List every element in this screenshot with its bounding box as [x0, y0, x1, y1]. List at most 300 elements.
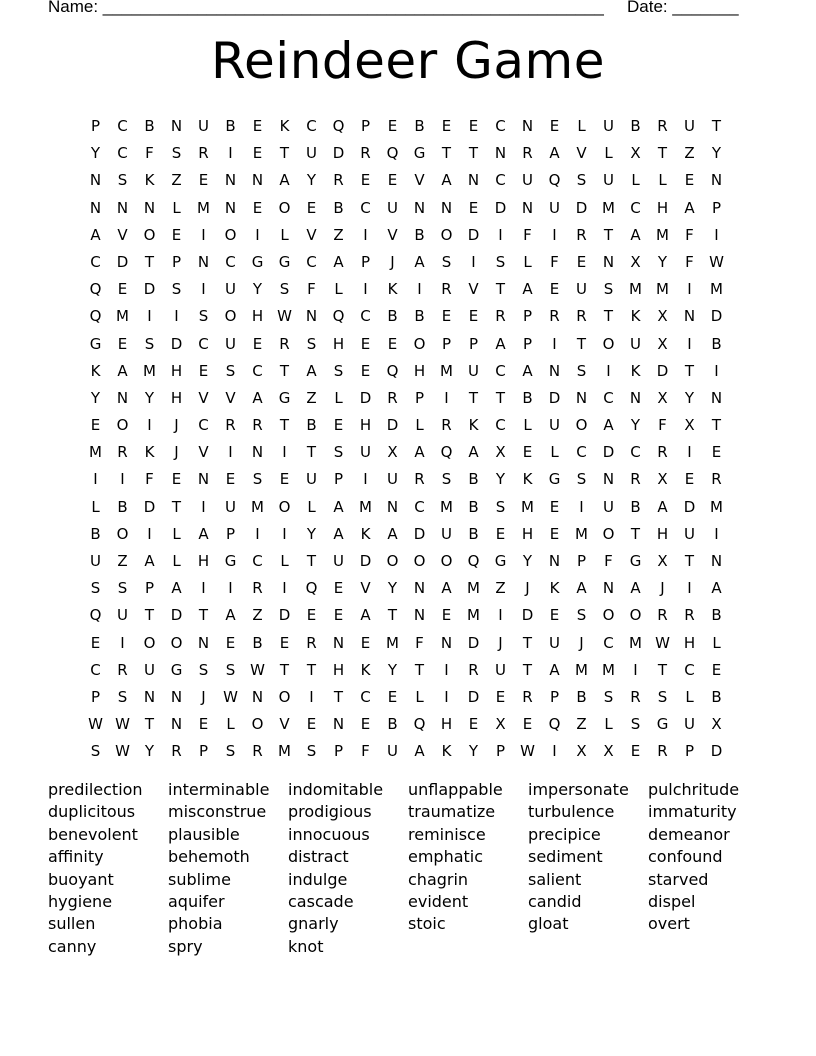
grid-letter: N [602, 470, 615, 489]
grid-letter: U [630, 334, 641, 353]
grid-letter: S [171, 280, 182, 299]
grid-letter: B [468, 497, 479, 516]
grid-letter: O [143, 633, 156, 652]
word-list-item: distract [288, 847, 349, 867]
word-list [48, 779, 768, 958]
grid-letter: M [467, 606, 480, 625]
grid-letter: N [224, 198, 237, 217]
grid-letter: B [333, 198, 344, 217]
grid-letter: Q [305, 579, 318, 598]
grid-letter: A [333, 497, 344, 516]
grid-letter: M [575, 524, 588, 543]
grid-letter: B [468, 524, 479, 543]
grid-letter: T [306, 443, 317, 462]
grid-letter: C [360, 198, 371, 217]
grid-letter: T [198, 606, 209, 625]
word-list-item: duplicitous [48, 802, 136, 822]
grid-letter: Y [90, 388, 101, 407]
grid-letter: D [143, 280, 156, 299]
word-list-item: chagrin [408, 869, 469, 889]
grid-letter: B [576, 687, 587, 706]
grid-letter: T [171, 497, 182, 516]
grid-letter: M [656, 280, 669, 299]
grid-letter: L [172, 552, 181, 570]
word-list-item: indomitable [288, 780, 384, 799]
grid-letter: H [170, 388, 183, 407]
grid-letter: U [387, 198, 398, 217]
grid-letter: A [549, 660, 560, 679]
grid-letter: V [279, 715, 290, 734]
grid-letter: J [498, 633, 503, 652]
grid-letter: M [602, 198, 615, 217]
word-list-item: emphatic [408, 847, 484, 867]
grid-letter: F [307, 280, 316, 299]
grid-letter: A [198, 524, 209, 543]
grid-letter: C [495, 117, 506, 135]
word-list-column [528, 779, 648, 958]
word-list-item: aquifer [168, 891, 225, 911]
grid-letter: Y [657, 252, 668, 271]
grid-letter: F [685, 225, 694, 244]
grid-letter: K [279, 117, 290, 135]
grid-letter: Q [548, 715, 561, 734]
grid-letter: R [441, 416, 452, 435]
grid-letter: G [89, 334, 102, 353]
grid-letter: C [252, 361, 263, 380]
grid-letter: Y [144, 388, 155, 407]
grid-letter: A [414, 742, 425, 761]
grid-letter: P [711, 198, 722, 217]
grid-letter: Z [117, 552, 128, 570]
grid-letter: Q [89, 606, 102, 625]
grid-letter: I [228, 144, 233, 163]
word-list-item: impersonate [528, 780, 629, 799]
grid-letter: C [495, 171, 506, 190]
grid-letter: M [629, 280, 642, 299]
grid-letter: I [498, 225, 503, 244]
grid-letter: C [495, 416, 506, 435]
grid-letter: B [414, 307, 425, 326]
grid-letter: S [306, 334, 317, 353]
grid-letter: I [552, 225, 557, 244]
grid-letter: A [117, 361, 128, 380]
grid-letter: R [522, 687, 533, 706]
grid-letter: O [602, 606, 615, 625]
grid-letter: E [252, 334, 263, 353]
grid-letter: D [710, 742, 723, 761]
grid-letter: A [414, 252, 425, 271]
grid-letter: D [467, 633, 480, 652]
grid-letter: N [413, 579, 426, 598]
grid-letter: N [467, 171, 480, 190]
grid-letter: S [252, 470, 263, 489]
grid-letter: R [252, 742, 263, 761]
word-list-item: confound [648, 847, 723, 867]
grid-letter: F [415, 633, 424, 652]
grid-letter: D [332, 144, 345, 163]
grid-letter: Q [332, 117, 345, 135]
grid-letter: A [495, 334, 506, 353]
grid-letter: E [333, 416, 344, 435]
grid-letter: N [332, 633, 345, 652]
grid-letter: C [306, 252, 317, 271]
grid-letter: Z [495, 579, 506, 598]
grid-letter: R [333, 171, 344, 190]
grid-row [82, 466, 732, 493]
grid-letter: I [363, 225, 368, 244]
grid-letter: D [467, 225, 480, 244]
grid-letter: E [387, 687, 398, 706]
grid-letter: E [684, 470, 695, 489]
grid-letter: I [147, 416, 152, 435]
grid-letter: T [630, 524, 641, 543]
grid-letter: I [174, 307, 179, 326]
grid-letter: M [575, 660, 588, 679]
grid-letter: D [575, 198, 588, 217]
grid-letter: R [171, 742, 182, 761]
grid-letter: L [280, 552, 289, 570]
grid-letter: I [687, 280, 692, 299]
grid-letter: E [468, 198, 479, 217]
grid-letter: T [414, 660, 425, 679]
grid-letter: S [657, 687, 668, 706]
grid-letter: U [306, 470, 317, 489]
grid-letter: C [198, 416, 209, 435]
grid-letter: C [630, 443, 641, 462]
grid-letter: D [656, 361, 669, 380]
grid-letter: B [414, 117, 425, 135]
grid-letter: E [495, 524, 506, 543]
grid-letter: A [333, 252, 344, 271]
grid-letter: T [576, 334, 587, 353]
grid-letter: X [657, 388, 668, 407]
grid-letter: B [252, 633, 263, 652]
grid-letter: S [198, 660, 209, 679]
grid-letter: L [523, 416, 532, 435]
grid-letter: J [579, 633, 584, 652]
word-list-item: candid [528, 891, 582, 911]
grid-letter: O [575, 416, 588, 435]
grid-letter: A [306, 361, 317, 380]
grid-letter: F [361, 742, 370, 761]
grid-letter: E [117, 334, 128, 353]
grid-letter: P [522, 307, 533, 326]
grid-letter: G [251, 252, 264, 271]
grid-letter: N [251, 443, 264, 462]
grid-letter: I [687, 579, 692, 598]
grid-letter: N [89, 198, 102, 217]
grid-letter: E [360, 633, 371, 652]
grid-letter: A [171, 579, 182, 598]
grid-letter: N [710, 552, 723, 570]
grid-letter: R [522, 144, 533, 163]
grid-letter: P [441, 334, 452, 353]
grid-letter: S [225, 742, 236, 761]
grid-letter: H [170, 361, 183, 380]
word-list-item: turbulence [528, 802, 615, 822]
grid-letter: N [251, 687, 264, 706]
grid-letter: U [387, 742, 398, 761]
grid-letter: C [117, 144, 128, 163]
word-list-item: gloat [528, 914, 569, 934]
grid-letter: U [117, 606, 128, 625]
grid-letter: Y [252, 280, 263, 299]
grid-letter: E [198, 715, 209, 734]
grid-letter: A [414, 443, 425, 462]
grid-letter: J [174, 443, 179, 462]
grid-row [82, 439, 732, 466]
grid-letter: A [252, 388, 263, 407]
grid-letter: I [498, 606, 503, 625]
grid-letter: U [225, 334, 236, 353]
grid-letter: N [143, 198, 156, 217]
grid-letter: D [521, 606, 534, 625]
grid-letter: P [414, 388, 425, 407]
grid-letter: Y [144, 742, 155, 761]
grid-row [82, 358, 732, 385]
word-list-column [288, 779, 408, 958]
grid-letter: I [255, 225, 260, 244]
grid-letter: S [495, 252, 506, 271]
grid-letter: B [711, 687, 722, 706]
word-list-item: buoyant [48, 869, 114, 889]
grid-letter: F [604, 552, 613, 570]
grid-letter: U [144, 660, 155, 679]
word-list-item: traumatize [408, 802, 496, 822]
grid-letter: M [440, 361, 453, 380]
grid-letter: B [630, 497, 641, 516]
grid-letter: N [170, 715, 183, 734]
grid-letter: I [552, 742, 557, 761]
grid-letter: A [522, 280, 533, 299]
grid-letter: P [144, 579, 155, 598]
grid-letter: J [174, 416, 179, 435]
grid-letter: O [170, 633, 183, 652]
grid-letter: R [252, 579, 263, 598]
grid-letter: N [440, 198, 453, 217]
grid-letter: U [495, 660, 506, 679]
grid-letter: W [115, 742, 130, 761]
grid-letter: E [468, 307, 479, 326]
grid-letter: U [198, 117, 209, 135]
grid-letter: E [522, 715, 533, 734]
grid-letter: I [444, 388, 449, 407]
grid-letter: N [629, 388, 642, 407]
word-list-item: salient [528, 869, 582, 889]
grid-letter: A [333, 524, 344, 543]
grid-letter: T [306, 660, 317, 679]
grid-letter: G [170, 660, 183, 679]
grid-letter: M [143, 361, 156, 380]
grid-letter: E [360, 715, 371, 734]
grid-letter: K [90, 361, 101, 380]
grid-letter: E [684, 171, 695, 190]
grid-letter: S [441, 470, 452, 489]
grid-letter: T [144, 715, 155, 734]
word-list-item: overt [648, 914, 690, 934]
grid-letter: N [413, 606, 426, 625]
grid-letter: Y [630, 416, 641, 435]
grid-letter: C [225, 252, 236, 271]
grid-letter: E [171, 470, 182, 489]
grid-letter: V [360, 579, 371, 598]
word-list-item: stoic [408, 914, 446, 934]
word-list-item: canny [48, 936, 97, 956]
grid-letter: U [549, 416, 560, 435]
grid-letter: K [630, 307, 641, 326]
grid-letter: Y [711, 144, 722, 163]
word-list-item: pulchritude [648, 780, 740, 799]
word-list-item: starved [648, 869, 709, 889]
grid-letter: S [576, 171, 587, 190]
grid-letter: F [523, 225, 532, 244]
grid-letter: G [278, 388, 291, 407]
grid-letter: I [147, 524, 152, 543]
grid-letter: W [520, 742, 535, 761]
grid-letter: I [228, 579, 233, 598]
grid-letter: K [468, 416, 479, 435]
grid-letter: L [334, 388, 343, 407]
grid-letter: E [549, 606, 560, 625]
grid-letter: X [684, 416, 695, 435]
grid-letter: V [198, 443, 209, 462]
grid-letter: E [333, 606, 344, 625]
grid-letter: H [521, 524, 534, 543]
grid-letter: L [604, 715, 613, 734]
grid-letter: E [711, 660, 722, 679]
grid-letter: W [277, 307, 292, 326]
grid-letter: O [224, 307, 237, 326]
grid-letter: E [198, 171, 209, 190]
grid-letter: X [576, 742, 587, 761]
grid-letter: S [576, 606, 587, 625]
word-list-item: sediment [528, 847, 603, 867]
grid-row [82, 276, 732, 303]
grid-letter: O [413, 334, 426, 353]
grid-row [82, 575, 732, 602]
grid-letter: B [387, 307, 398, 326]
grid-letter: Z [171, 171, 182, 190]
grid-letter: A [441, 171, 452, 190]
grid-letter: E [630, 742, 641, 761]
grid-letter: R [576, 225, 587, 244]
grid-letter: J [201, 687, 206, 706]
grid-letter: R [279, 334, 290, 353]
grid-letter: A [441, 579, 452, 598]
grid-letter: G [413, 144, 426, 163]
word-list-item: affinity [48, 847, 104, 867]
grid-letter: R [360, 144, 371, 163]
grid-letter: H [332, 660, 345, 679]
grid-letter: P [90, 117, 101, 135]
grid-letter: R [684, 606, 695, 625]
grid-letter: E [549, 280, 560, 299]
grid-letter: J [525, 579, 530, 598]
grid-row [82, 195, 732, 222]
grid-row [82, 602, 732, 629]
grid-letter: Z [684, 144, 695, 163]
grid-letter: P [468, 334, 479, 353]
grid-letter: Q [548, 171, 561, 190]
grid-letter: T [657, 660, 668, 679]
grid-letter: T [279, 361, 290, 380]
grid-letter: O [278, 687, 291, 706]
grid-letter: T [144, 252, 155, 271]
grid-letter: S [333, 361, 344, 380]
grid-letter: Q [386, 144, 399, 163]
grid-row [82, 684, 732, 711]
grid-letter: U [603, 171, 614, 190]
grid-letter: X [603, 742, 614, 761]
grid-letter: E [549, 524, 560, 543]
grid-letter: S [90, 579, 101, 598]
grid-letter: A [657, 497, 668, 516]
word-list-item: prodigious [288, 802, 372, 822]
grid-letter: Y [306, 524, 317, 543]
grid-letter: D [278, 606, 291, 625]
grid-letter: W [88, 715, 103, 734]
grid-row [82, 494, 732, 521]
grid-letter: O [278, 198, 291, 217]
grid-letter: X [630, 144, 641, 163]
grid-letter: P [684, 742, 695, 761]
grid-letter: P [576, 552, 587, 570]
grid-letter: C [603, 633, 614, 652]
word-list-item: demeanor [648, 824, 730, 844]
grid-letter: O [440, 225, 453, 244]
grid-letter: R [225, 416, 236, 435]
grid-letter: Q [440, 443, 453, 462]
grid-letter: L [226, 715, 235, 734]
word-list-item: gnarly [288, 914, 339, 934]
grid-letter: F [550, 252, 559, 271]
grid-letter: K [144, 171, 155, 190]
grid-letter: N [143, 687, 156, 706]
grid-letter: A [630, 225, 641, 244]
grid-letter: S [630, 715, 641, 734]
grid-letter: E [522, 443, 533, 462]
grid-letter: I [363, 470, 368, 489]
grid-letter: C [117, 117, 128, 135]
grid-letter: D [602, 443, 615, 462]
grid-letter: G [548, 470, 561, 489]
grid-letter: I [633, 660, 638, 679]
grid-letter: H [440, 715, 453, 734]
grid-letter: R [252, 416, 263, 435]
grid-letter: M [89, 443, 102, 462]
grid-letter: W [115, 715, 130, 734]
grid-letter: B [90, 524, 101, 543]
grid-letter: U [468, 361, 479, 380]
grid-letter: K [441, 742, 452, 761]
grid-letter: Y [495, 470, 506, 489]
grid-letter: L [685, 687, 694, 706]
grid-letter: F [145, 470, 154, 489]
grid-letter: R [657, 606, 668, 625]
grid-letter: D [116, 252, 129, 271]
grid-letter: S [576, 361, 587, 380]
grid-letter: J [660, 579, 665, 598]
grid-letter: M [656, 225, 669, 244]
grid-letter: W [709, 252, 724, 271]
grid-letter: S [603, 687, 614, 706]
grid-letter: B [387, 715, 398, 734]
grid-letter: O [602, 334, 615, 353]
grid-letter: R [576, 307, 587, 326]
grid-letter: E [441, 606, 452, 625]
word-list-item: interminable [168, 780, 270, 799]
grid-letter: B [144, 117, 155, 135]
